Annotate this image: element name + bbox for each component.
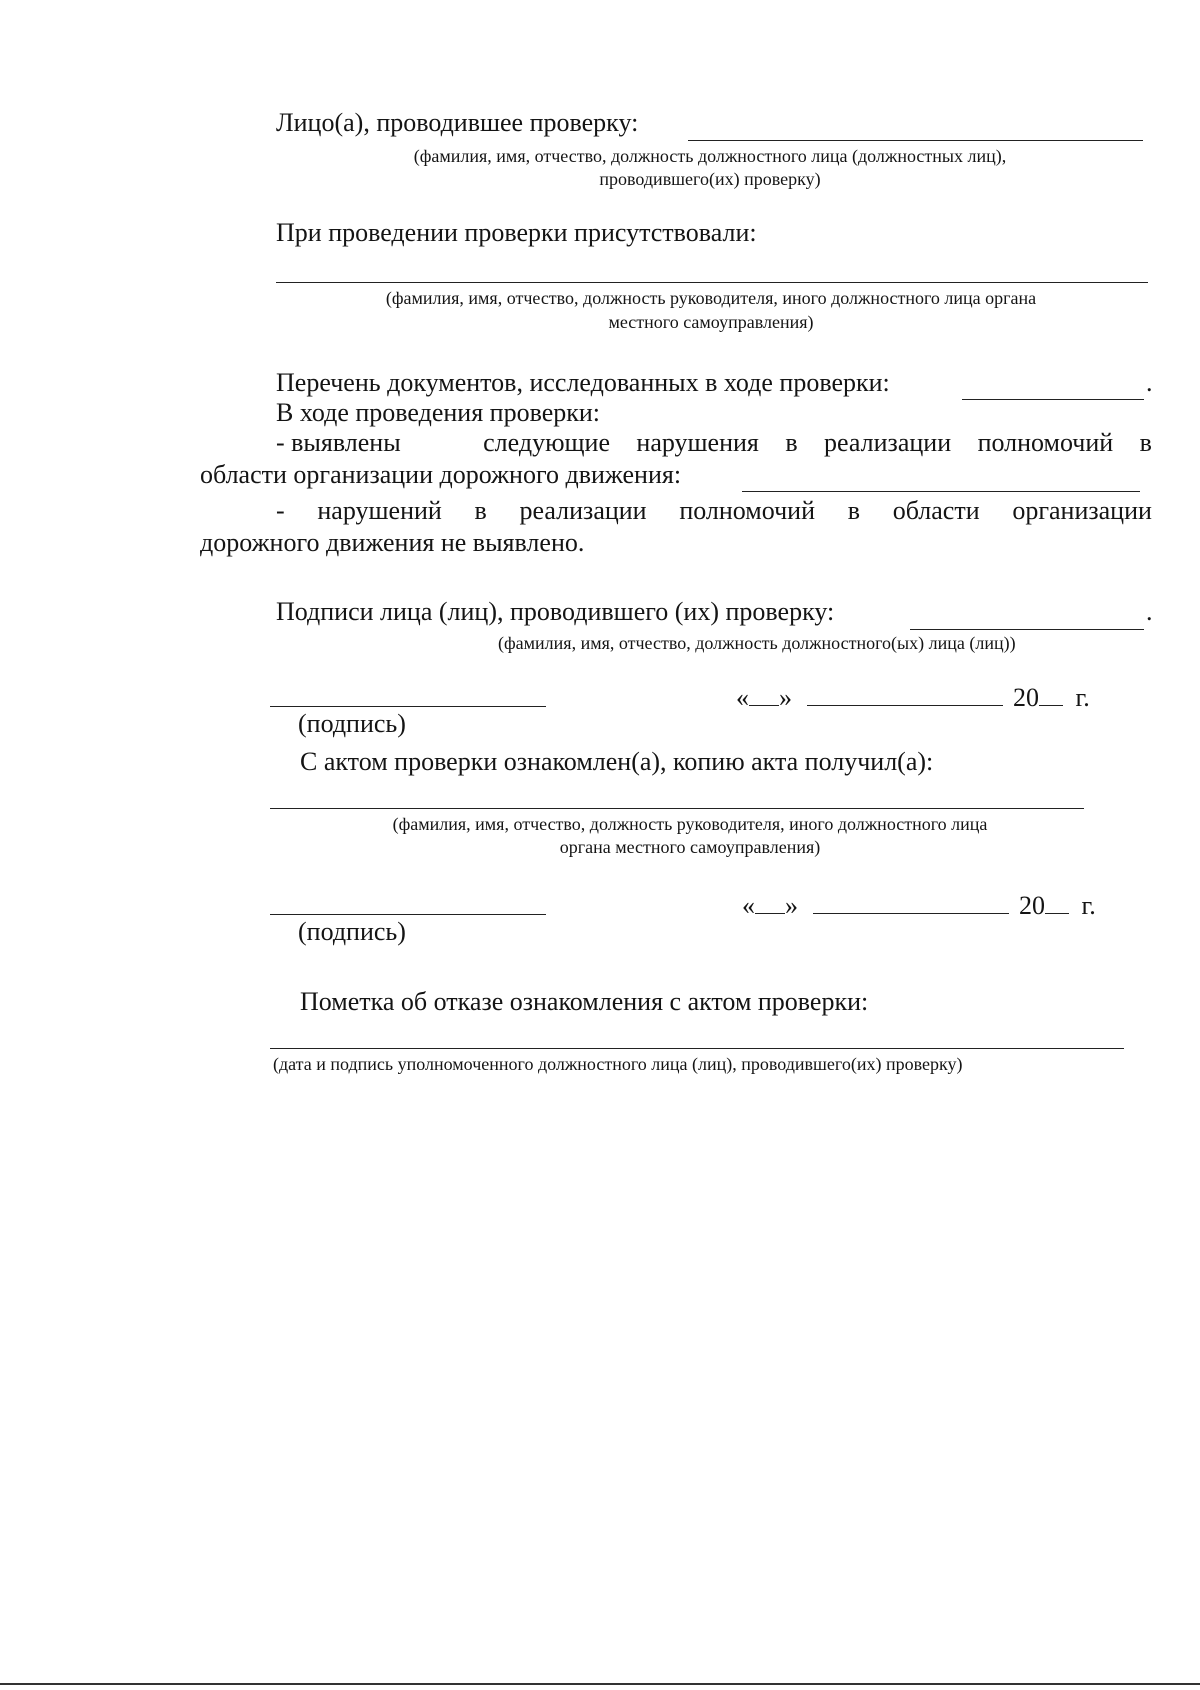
violations-word: нарушения: [636, 428, 759, 457]
acknowledged-caption-2: органа местного самоуправления): [559, 837, 821, 857]
documents-end: .: [1146, 368, 1153, 397]
no-violations-word: -: [276, 496, 285, 525]
signature-line-2[interactable]: [270, 914, 546, 915]
year-field[interactable]: [1039, 683, 1063, 706]
inspector-label-text: Лицо(а), проводившее проверку:: [276, 108, 639, 137]
attendees-line[interactable]: [276, 282, 1148, 283]
acknowledged-caption-1: (фамилия, имя, отчество, должность руководителя, иного должностного лица: [392, 814, 988, 834]
no-violations-word: полномочий: [679, 496, 815, 525]
no-violations-word: организации: [1012, 496, 1152, 525]
signature-caption-1: (подпись): [298, 709, 406, 738]
signatures-caption: (фамилия, имя, отчество, должность должностного(ых) лица (лиц)): [498, 633, 1016, 653]
page-bottom-edge: [0, 1683, 1200, 1685]
month-field[interactable]: [813, 891, 1009, 914]
day-field[interactable]: [755, 891, 785, 914]
year-prefix: 20: [1013, 683, 1039, 712]
year-suffix: г.: [1075, 683, 1090, 712]
violations-word: полномочий: [977, 428, 1114, 457]
violations-found-line: [276, 428, 1152, 458]
attendees-label: При проведении проверки присутствовали:: [276, 218, 757, 247]
inspector-caption-1: (фамилия, имя, отчество, должность должностного лица (должностных лиц),: [413, 146, 1007, 166]
violations-word: следующие: [483, 428, 610, 457]
no-violations-line: [276, 496, 1152, 526]
acknowledged-line[interactable]: [270, 808, 1084, 809]
acknowledged-label: С актом проверки ознакомлен(а), копию акта получил(а):: [300, 747, 934, 776]
inspector-label: [276, 108, 638, 138]
date-open-quote: «: [742, 891, 755, 920]
signatures-line[interactable]: [910, 629, 1144, 630]
violations-word: в: [1139, 428, 1152, 457]
no-violations-word: в: [474, 496, 487, 525]
year-prefix: 20: [1019, 891, 1045, 920]
documents-label: Перечень документов, исследованных в ходе проверки:: [276, 368, 890, 397]
date-close-quote: »: [785, 891, 798, 920]
month-field[interactable]: [807, 683, 1003, 706]
refusal-line[interactable]: [270, 1048, 1124, 1049]
violations-word: в: [785, 428, 798, 457]
signature-line-1[interactable]: [270, 706, 546, 707]
inspector-caption-2: проводившего(их) проверку): [599, 169, 821, 189]
signatures-label: Подписи лица (лиц), проводившего (их) проверку:: [276, 597, 835, 626]
no-violations-cont: дорожного движения не выявлено.: [200, 528, 585, 557]
signatures-end: .: [1146, 597, 1153, 626]
violations-line[interactable]: [742, 491, 1140, 492]
inspector-name-line[interactable]: [688, 140, 1143, 141]
violations-found-cont: области организации дорожного движения:: [200, 460, 682, 489]
no-violations-word: нарушений: [317, 496, 442, 525]
documents-line[interactable]: [962, 399, 1144, 400]
year-field[interactable]: [1045, 891, 1069, 914]
during-check-label: В ходе проведения проверки:: [276, 398, 601, 427]
attendees-caption-1: (фамилия, имя, отчество, должность руководителя, иного должностного лица органа: [385, 288, 1037, 308]
refusal-caption: (дата и подпись уполномоченного должностного лица (лиц), проводившего(их) проверку): [273, 1054, 963, 1074]
date-open-quote: «: [736, 683, 749, 712]
violations-word: реализации: [824, 428, 952, 457]
date-row-2: [742, 891, 1096, 921]
attendees-caption-2: местного самоуправления): [608, 312, 814, 332]
date-close-quote: »: [779, 683, 792, 712]
no-violations-word: реализации: [519, 496, 647, 525]
refusal-label: Пометка об отказе ознакомления с актом проверки:: [300, 987, 869, 1016]
no-violations-word: в: [847, 496, 860, 525]
violations-word: - выявлены: [276, 428, 401, 457]
year-suffix: г.: [1081, 891, 1096, 920]
no-violations-word: области: [892, 496, 980, 525]
day-field[interactable]: [749, 683, 779, 706]
date-row-1: [736, 683, 1090, 713]
signature-caption-2: (подпись): [298, 917, 406, 946]
